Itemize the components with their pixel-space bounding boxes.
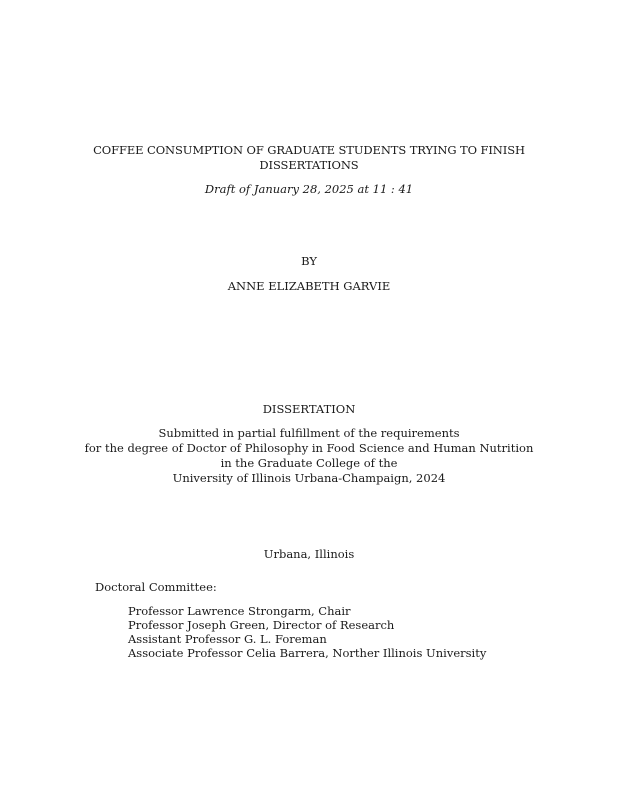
submission-line-4: University of Illinois Urbana-Champaign, 2024 [172, 471, 446, 485]
by-label: BY [301, 254, 317, 268]
dissertation-title [0, 143, 618, 173]
draft-timestamp: Draft of January 28, 2025 at 11 : 41 [204, 182, 414, 196]
committee-member: Associate Professor Celia Barrera, Norther Illinois University [128, 646, 487, 660]
document-type: DISSERTATION [262, 402, 356, 416]
submission-statement [0, 426, 618, 486]
title-line-2: DISSERTATIONS [259, 158, 359, 172]
committee-member: Professor Lawrence Strongarm, Chair [128, 604, 351, 618]
location: Urbana, Illinois [263, 547, 355, 561]
committee-member: Professor Joseph Green, Director of Research [128, 618, 395, 632]
title-line-1: COFFEE CONSUMPTION OF GRADUATE STUDENTS TRYING TO FINISH [93, 143, 525, 157]
author-name: ANNE ELIZABETH GARVIE [227, 279, 391, 293]
committee-label: Doctoral Committee: [95, 580, 217, 594]
submission-line-2: for the degree of Doctor of Philosophy in Food Science and Human Nutrition [84, 441, 534, 455]
committee-member: Assistant Professor G. L. Foreman [128, 632, 327, 646]
committee-list [128, 604, 486, 660]
submission-line-1: Submitted in partial fulfillment of the requirements [158, 426, 460, 440]
submission-line-3: in the Graduate College of the [220, 456, 398, 470]
